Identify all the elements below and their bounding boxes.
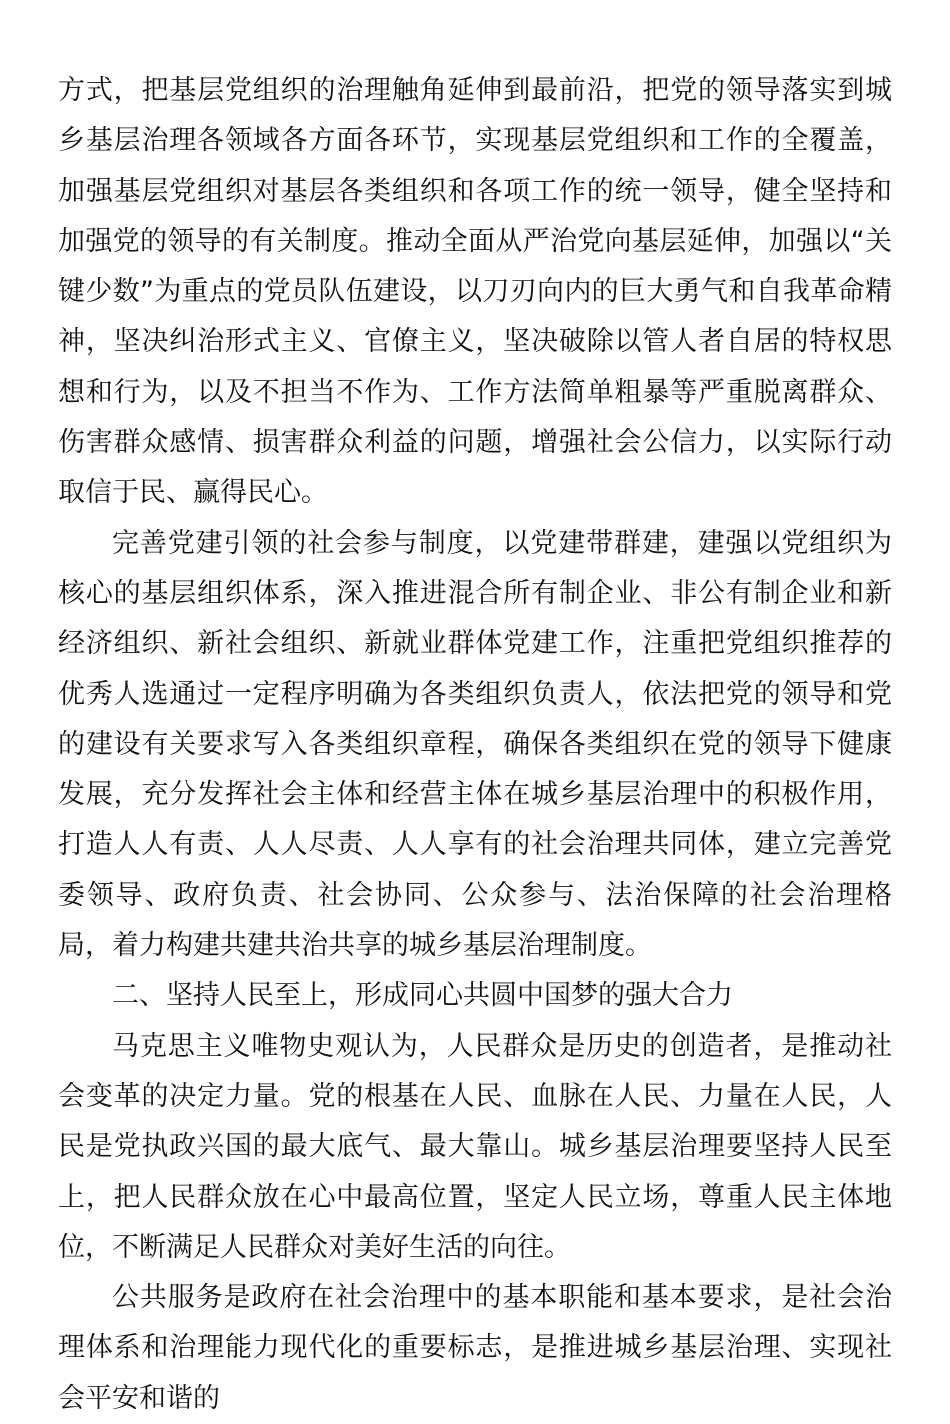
paragraph-marxist-materialism: 马克思主义唯物史观认为，人民群众是历史的创造者，是推动社会变革的决定力量。党的根基在人民、血脉在人民、力量在人民，人民是党执政兴国的最大底气、最大靠山。城乡基层治理要坚持人民至上，把人民群众放在心中最高位置，坚定人民立场，尊重人民主体地位，不断满足人民群众对美好生活的向往。	[58, 1030, 892, 1263]
section-heading-people-first: 二、坚持人民至上，形成同心共圆中国梦的强大合力	[112, 980, 733, 1012]
paragraph-party-building-participation: 完善党建引领的社会参与制度，以党建带群建，建强以党组织为核心的基层组织体系，深入推进混合所有制企业、非公有制企业和新经济组织、新社会组织、新就业群体党建工作，注重把党组织推荐的优秀人选通过一定程序明确为各类组织负责人，依法把党的领导和党的建设有关要求写入各类组织章程，确保各类组织在党的领导下健康发展，充分发挥社会主体和经营主体在城乡基层治理中的积极作用，打造人人有责、人人尽责、人人享有的社会治理共同体，建立完善党委领导、政府负责、社会协同、公众参与、法治保障的社会治理格局，着力构建共建共治共享的城乡基层治理制度。	[58, 527, 892, 962]
document-page	[58, 66, 892, 1424]
paragraph-public-service: 公共服务是政府在社会治理中的基本职能和基本要求，是社会治理体系和治理能力现代化的重要标志，是推进城乡基层治理、实现社会平安和谐的	[58, 1282, 892, 1414]
paragraph-continuation: 方式，把基层党组织的治理触角延伸到最前沿，把党的领导落实到城乡基层治理各领域各方面各环节，实现基层党组织和工作的全覆盖，加强基层党组织对基层各类组织和各项工作的统一领导，健全坚持和加强党的领导的有关制度。推动全面从严治党向基层延伸，加强以“关键少数”为重点的党员队伍建设，以刀刃向内的巨大勇气和自我革命精神，坚决纠治形式主义、官僚主义，坚决破除以管人者自居的特权思想和行为，以及不担当不作为、工作方法简单粗暴等严重脱离群众、伤害群众感情、损害群众利益的问题，增强社会公信力，以实际行动取信于民、赢得民心。	[58, 75, 892, 509]
